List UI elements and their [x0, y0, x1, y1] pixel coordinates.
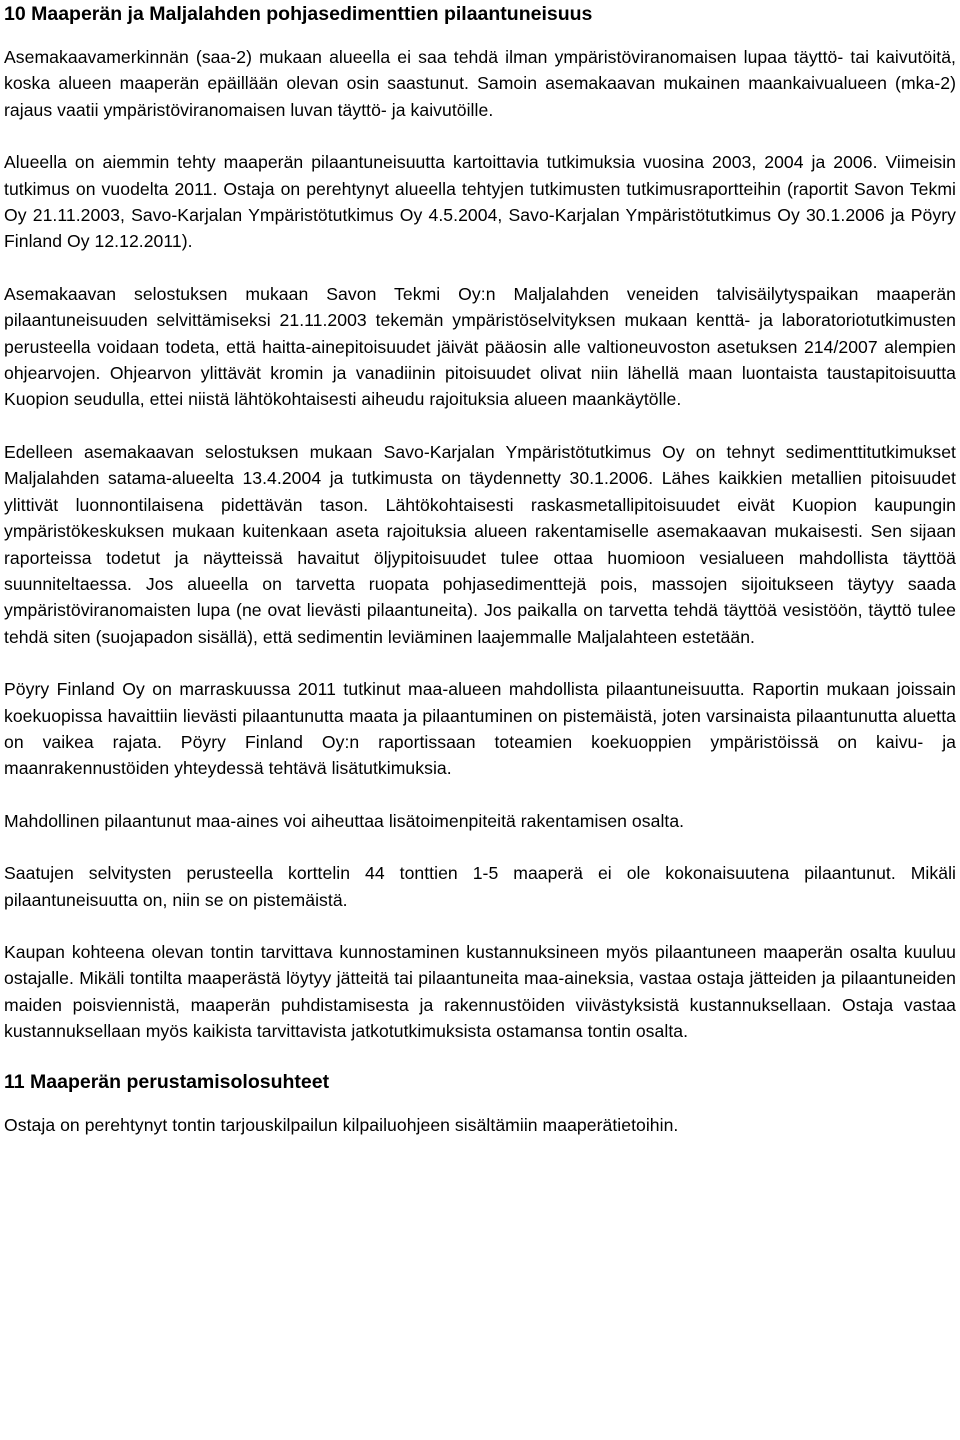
paragraph-permit-requirement: Asemakaavamerkinnän (saa-2) mukaan alueella ei saa tehdä ilman ympäristöviranomaisen lupaa täyttö- tai kaivutöitä, koska alueen maaperän epäillään olevan osin saastunut. Samoin asemakaavan mukainen maankaivualueen (mka-2) rajaus vaatii ympäristöviranomaisen luvan täyttö- ja kaivutöille.	[4, 47, 956, 120]
paragraph-previous-studies: Alueella on aiemmin tehty maaperän pilaantuneisuutta kartoittavia tutkimuksia vuosina 2003, 2004 ja 2006. Viimeisin tutkimus on vuodelta 2011. Ostaja on perehtynyt alueella tehtyjen tutkimusten tutkimusraportteihin (raportit Savon Tekmi Oy 21.11.2003, Savo-Karjalan Ympäristötutkimus Oy 4.5.2004, Savo-Karjalan Ympäristötutkimus Oy 30.1.2006 ja Pöyry Finland Oy 12.12.2011).	[4, 152, 956, 252]
paragraph-poyry-study: Pöyry Finland Oy on marraskuussa 2011 tutkinut maa-alueen mahdollista pilaantuneisuutta. Raportin mukaan joissain koekuopissa havaittiin lievästi pilaantunutta maata ja pilaantuminen on pistemäistä, joten varsinaista pilaantunutta aluetta on vaikea rajata. Pöyry Finland Oy:n raportissaan toteamien koekuoppien ympäristöissä on kaivu- ja maanrakennustöiden yhteydessä tehtävä lisätutkimuksia.	[4, 679, 956, 779]
section-heading-11: 11 Maaperän perustamisolosuhteet	[4, 1070, 330, 1093]
paragraph-tekmi-survey: Asemakaavan selostuksen mukaan Savon Tekmi Oy:n Maljalahden veneiden talvisäilytyspaikan maaperän pilaantuneisuuden selvittämiseksi 21.11.2003 tekemän ympäristöselvityksen mukaan kenttä- ja laboratoriotutkimusten perusteella voidaan todeta, että haitta-ainepitoisuudet jäivät pääosin alle valtioneuvoston asetuksen 214/2007 alempien ohjearvojen. Ohjearvon ylittävät kromin ja vanadiinin pitoisuudet olivat niin lähellä maan luontaista taustapitoisuutta Kuopion seudulla, ettei niistä lähtökohtaisesti aiheudu rajoituksia alueen maankäytölle.	[4, 283, 956, 410]
section-heading-10: 10 Maaperän ja Maljalahden pohjasedimenttien pilaantuneisuus	[4, 3, 593, 25]
paragraph-foundation-conditions: Ostaja on perehtynyt tontin tarjouskilpailun kilpailuohjeen sisältämiin maaperätietoihin.	[4, 1114, 679, 1135]
paragraph-buyer-responsibility: Kaupan kohteena olevan tontin tarvittava kunnostaminen kustannuksineen myös pilaantuneen maaperän osalta kuuluu ostajalle. Mikäli tontilta maaperästä löytyy jätteitä tai pilaantuneita maa-aineksia, vastaa ostaja jätteiden ja pilaantuneiden maiden poisviennistä, maaperän puhdistamisesta ja rakennustöiden viivästyksistä kustannuksellaan. Ostaja vastaa kustannuksellaan myös kaikista tarvittavista jatkotutkimuksista ostamansa tontin osalta.	[4, 941, 956, 1042]
paragraph-block-44: Saatujen selvitysten perusteella korttelin 44 tonttien 1-5 maaperä ei ole kokonaisuutena pilaantunut. Mikäli pilaantuneisuutta on, niin se on pistemäistä.	[4, 863, 956, 910]
paragraph-additional-measures: Mahdollinen pilaantunut maa-aines voi aiheuttaa lisätoimenpiteitä rakentamisen osalta.	[4, 810, 685, 831]
document-page	[4, 0, 956, 1138]
paragraph-sediment-studies: Edelleen asemakaavan selostuksen mukaan Savo-Karjalan Ympäristötutkimus Oy on tehnyt sedimenttitutkimukset Maljalahden satama-alueelta 13.4.2004 ja tutkimusta on täydennetty 30.1.2006. Lähes kaikkien metallien pitoisuudet ylittivät luonnontilaisena pidettävän tason. Lähtökohtaisesti raskasmetallipitoisuudet eivät Kuopion kaupungin ympäristökeskuksen mukaan kuitenkaan aseta rajoituksia alueen rakentamiselle asemakaavan mukaisesti. Sen sijaan raporteissa todetut ja näytteissä havaitut öljypitoisuudet tulee ottaa huomioon vesialueen mahdollista täyttöä suunniteltaessa. Jos alueella on tarvetta ruopata pohjasedimenttejä pois, massojen sijoitukseen täytyy saada ympäristöviranomaisten lupa (ne ovat lievästi pilaantuneita). Jos paikalla on tarvetta tehdä täyttöä vesistöön, täyttö tulee tehdä siten (suojapadon sisällä), että sedimentin leviäminen laajemmalle Maljalahteen estetään.	[4, 441, 956, 647]
